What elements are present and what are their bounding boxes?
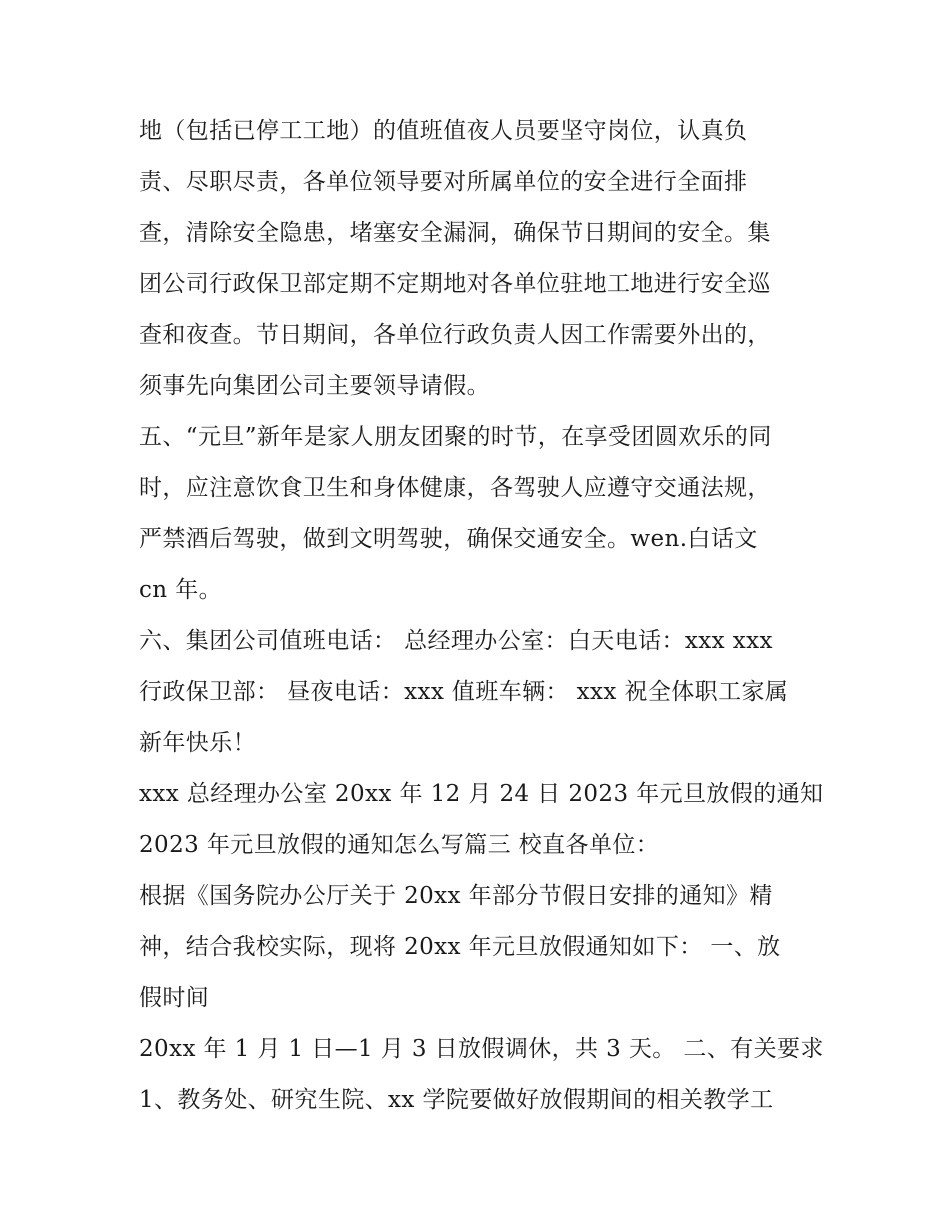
text-line: 1、教务处、研究生院、xx 学院要做好放假期间的相关教学工 (139, 1087, 774, 1113)
text-line: 团公司行政保卫部定期不定期地对各单位驻地工地进行安全巡 (139, 271, 771, 297)
text-line: 地（包括已停工工地）的值班值夜人员要坚守岗位，认真负 (139, 118, 748, 144)
text-line: 神，结合我校实际，现将 20xx 年元旦放假通知如下： 一、放 (139, 934, 781, 960)
text-line: 五、“元旦”新年是家人朋友团聚的时节，在享受团圆欢乐的同 (139, 424, 772, 450)
text-line: 新年快乐！ (139, 730, 256, 756)
text-line: 责、尽职尽责，各单位领导要对所属单位的安全进行全面排 (139, 169, 748, 195)
text-line: 严禁酒后驾驶，做到文明驾驶，确保交通安全。wen.白话文 (139, 526, 758, 552)
text-line: xxx 总经理办公室 20xx 年 12 月 24 日 2023 年元旦放假的通知 (139, 781, 824, 807)
text-line: 查和夜查。节日期间，各单位行政负责人因工作需要外出的， (139, 322, 771, 348)
text-line: 须事先向集团公司主要领导请假。 (139, 373, 490, 399)
text-line: 六、集团公司值班电话： 总经理办公室：白天电话：xxx xxx (139, 628, 773, 654)
text-line: 20xx 年 1 月 1 日—1 月 3 日放假调休，共 3 天。 二、有关要求 (139, 1036, 824, 1062)
text-line: cn 年。 (139, 577, 223, 603)
document-body (139, 106, 829, 1126)
text-line: 查，清除安全隐患，堵塞安全漏洞，确保节日期间的安全。集 (139, 220, 771, 246)
text-line: 时，应注意饮食卫生和身体健康，各驾驶人应遵守交通法规， (139, 475, 771, 501)
text-line: 根据《国务院办公厅关于 20xx 年部分节假日安排的通知》精 (139, 883, 773, 909)
text-line: 2023 年元旦放假的通知怎么写篇三 校直各单位： (139, 832, 660, 858)
text-line: 假时间 (139, 985, 210, 1011)
text-line: 行政保卫部： 昼夜电话：xxx 值班车辆： xxx 祝全体职工家属 (139, 679, 789, 705)
